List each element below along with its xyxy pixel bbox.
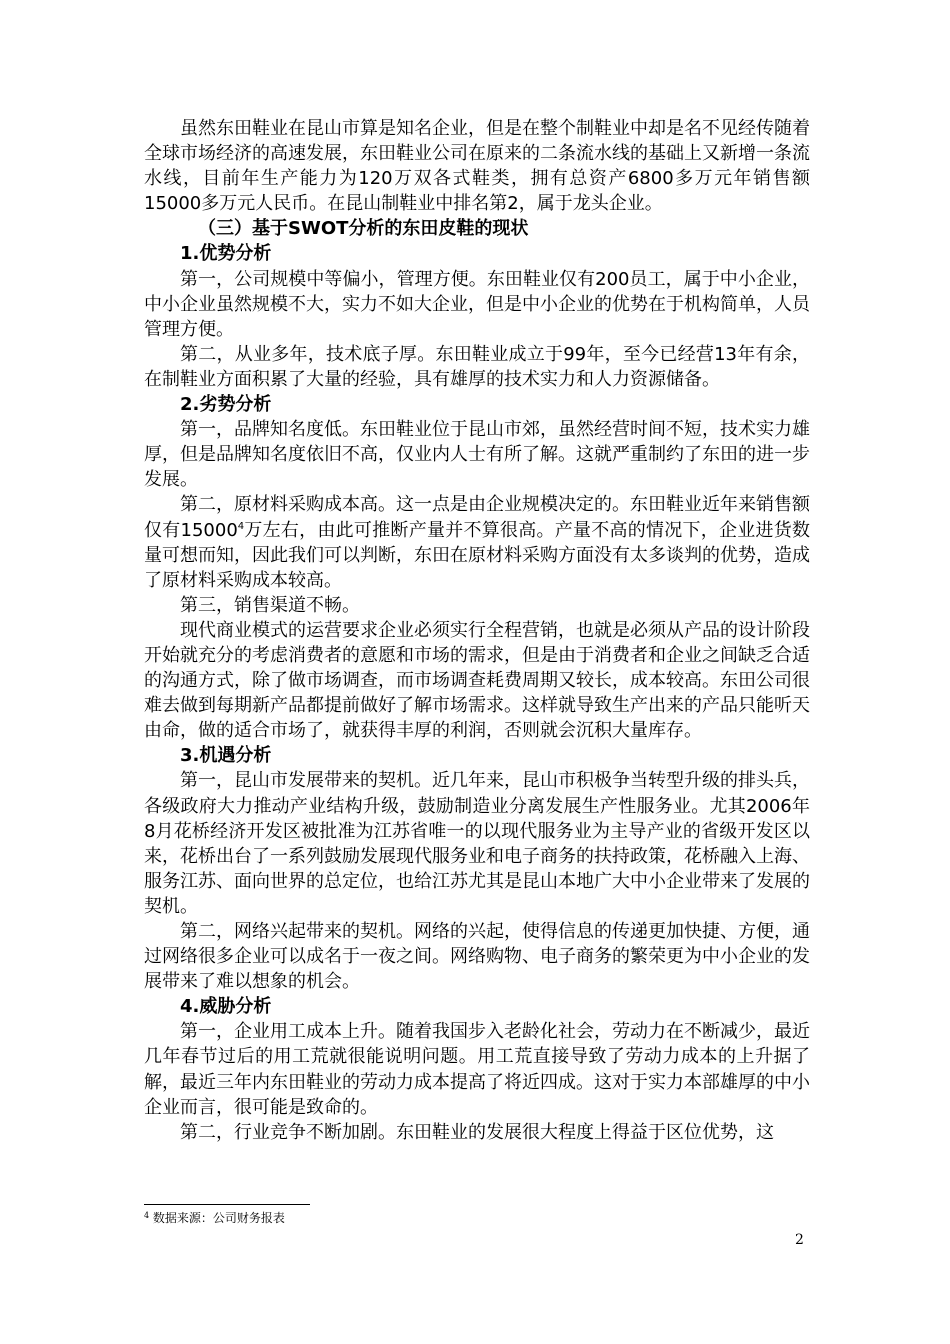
footnote-marker: 4	[144, 1211, 150, 1220]
weakness-2-end: 万左右，由此可推断产量并不算很高。产量不高的情况下，企业进货数量可想而知，因此我们可以判断，东田在原材料采购方面没有太多谈判的优势，造成了原材料采购成本较高。	[144, 519, 811, 591]
paragraph-opportunity-2: 第二，网络兴起带来的契机。网络的兴起，使得信息的传递更加快捷、方便，通过网络很多企业可以成名于一夜之间。网络购物、电子商务的繁荣更为中小企业的发展带来了难以想象的机会。	[144, 921, 810, 993]
paragraph-weakness-2	[144, 492, 810, 592]
paragraph-weakness-3: 第三，销售渠道不畅。	[180, 594, 360, 616]
paragraph-strength-2: 第二，从业多年，技术底子厚。东田鞋业成立于99年，至今已经营13年有余，在制鞋业方面积累了大量的经验，具有雄厚的技术实力和人力资源储备。	[144, 343, 810, 390]
weakness-2-start: 第二，原材料采购成本高。这一点是由企业规模决定的。东田鞋业近年来销售额仅有15000	[144, 494, 810, 541]
body-text	[144, 116, 810, 1145]
paragraph-threat-1: 第一，企业用工成本上升。随着我国步入老龄化社会，劳动力在不断减少，最近几年春节过后的用工荒就很能说明问题。用工荒直接导致了劳动力成本的上升据了解，最近三年内东田鞋业的劳动力成本提高了将近四成。这对于实力本部雄厚的中小企业而言，很可能是致命的。	[144, 1021, 810, 1118]
footnote-text: 数据来源：公司财务报表	[152, 1211, 285, 1225]
subheading-strengths: 1.优势分析	[180, 243, 272, 265]
footnote-reference: 4	[237, 520, 245, 532]
paragraph-strength-1: 第一，公司规模中等偏小，管理方便。东田鞋业仅有200员工，属于中小企业，中小企业虽然规模不大，实力不如大企业，但是中小企业的优势在于机构简单，人员管理方便。	[144, 268, 810, 340]
page-number: 2	[795, 1232, 804, 1248]
section-heading: （三）基于SWOT分析的东田皮鞋的现状	[198, 218, 529, 240]
paragraph-intro: 虽然东田鞋业在昆山市算是知名企业，但是在整个制鞋业中却是名不见经传随着全球市场经济的高速发展，东田鞋业公司在原来的二条流水线的基础上又新增一条流水线，目前年生产能力为120万双各式鞋类，拥有总资产6800多万元年销售额15000多万元人民币。在昆山制鞋业中排名第2，属于龙头企业。	[144, 118, 810, 215]
subheading-opportunities: 3.机遇分析	[180, 745, 272, 767]
footnote-divider	[144, 1204, 310, 1205]
paragraph-weakness-1: 第一，品牌知名度低。东田鞋业位于昆山市郊，虽然经营时间不短，技术实力雄厚，但是品牌知名度依旧不高，仅业内人士有所了解。这就严重制约了东田的进一步发展。	[144, 419, 810, 491]
footnote	[144, 1210, 285, 1226]
subheading-threats: 4.威胁分析	[180, 996, 272, 1018]
subheading-weaknesses: 2.劣势分析	[180, 394, 272, 416]
paragraph-opportunity-1: 第一，昆山市发展带来的契机。近几年来，昆山市积极争当转型升级的排头兵，各级政府大力推动产业结构升级，鼓励制造业分离发展生产性服务业。尤其2006年8月花桥经济开发区被批准为江苏省唯一的以现代服务业为主导产业的省级开发区以来，花桥出台了一系列鼓励发展现代服务业和电子商务的扶持政策，花桥融入上海、服务江苏、面向世界的总定位，也给江苏尤其是昆山本地广大中小企业带来了发展的契机。	[144, 770, 810, 917]
paragraph-threat-2: 第二，行业竞争不断加剧。东田鞋业的发展很大程度上得益于区位优势，这	[180, 1121, 774, 1143]
paragraph-weakness-3-detail: 现代商业模式的运营要求企业必须实行全程营销，也就是必须从产品的设计阶段开始就充分的考虑消费者的意愿和市场的需求，但是由于消费者和企业之间缺乏合适的沟通方式，除了做市场调查，而市场调查耗费周期又较长，成本较高。东田公司很难去做到每期新产品都提前做好了解市场需求。这样就导致生产出来的产品只能听天由命，做的适合市场了，就获得丰厚的利润，否则就会沉积大量库存。	[144, 619, 810, 742]
